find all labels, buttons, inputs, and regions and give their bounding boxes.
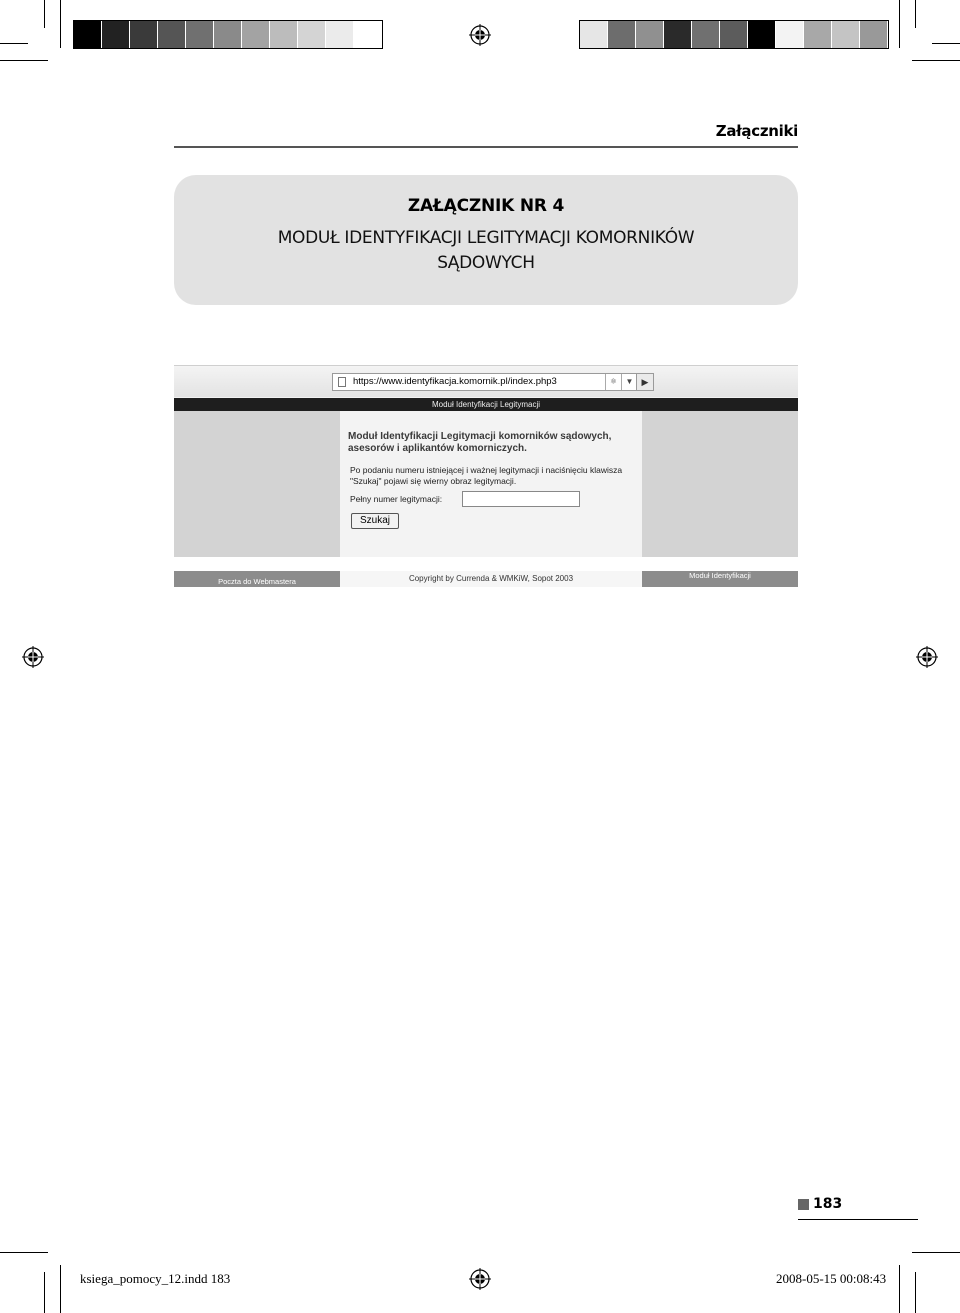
crop-mark bbox=[915, 0, 916, 28]
site-footer bbox=[174, 571, 798, 587]
copyright-text: Copyright by Currenda & WMKiW, Sopot 2003 bbox=[340, 571, 642, 587]
crop-mark bbox=[912, 1252, 960, 1253]
address-bar[interactable] bbox=[332, 373, 654, 391]
id-number-label: Pełny numer legitymacji: bbox=[350, 494, 443, 504]
registration-mark-icon bbox=[469, 24, 491, 46]
title-box bbox=[174, 175, 798, 305]
instruction-line-2: "Szukaj" pojawi się wierny obraz legitymacji. bbox=[350, 476, 517, 486]
content-heading-line-2: asesorów i aplikantów komorniczych. bbox=[348, 443, 527, 454]
left-panel bbox=[174, 411, 340, 557]
site-title-bar: Moduł Identyfikacji Legitymacji bbox=[174, 398, 798, 411]
crop-mark bbox=[44, 0, 45, 28]
content-heading bbox=[348, 431, 638, 455]
slug-timestamp: 2008-05-15 00:08:43 bbox=[776, 1271, 887, 1286]
main-content bbox=[340, 411, 642, 557]
appendix-title bbox=[174, 226, 798, 276]
crop-mark bbox=[899, 1265, 900, 1313]
browser-toolbar bbox=[174, 365, 798, 397]
crop-mark bbox=[0, 1252, 48, 1253]
search-button[interactable]: Szukaj bbox=[351, 513, 399, 529]
module-link[interactable]: Moduł Identyfikacji bbox=[642, 571, 798, 587]
crop-mark bbox=[60, 1265, 61, 1313]
id-number-input[interactable] bbox=[462, 491, 580, 507]
appendix-title-line-1: MODUŁ IDENTYFIKACJI LEGITYMACJI KOMORNIKÓW bbox=[277, 228, 695, 248]
appendix-number: ZAŁĄCZNIK NR 4 bbox=[407, 196, 565, 216]
webmaster-mail-link[interactable]: Poczta do Webmastera bbox=[174, 571, 340, 587]
registration-mark-icon bbox=[469, 1268, 491, 1290]
registration-mark-icon bbox=[22, 646, 44, 668]
header-rule bbox=[174, 146, 798, 148]
content-heading-line-1: Moduł Identyfikacji Legitymacji komorników sądowych, bbox=[348, 431, 612, 442]
address-url: https://www.identyfikacja.komornik.pl/index.php3 bbox=[353, 376, 557, 387]
crop-mark bbox=[44, 1272, 45, 1313]
crop-mark bbox=[0, 60, 48, 61]
page-number: 183 bbox=[813, 1196, 843, 1212]
instruction-line-1: Po podaniu numeru istniejącej i ważnej legitymacji i naciśnięciu klawisza bbox=[350, 465, 623, 475]
crop-mark bbox=[912, 60, 960, 61]
color-bar-left bbox=[73, 20, 383, 49]
go-arrow-icon[interactable]: ▶ bbox=[636, 373, 654, 391]
footer-spacer bbox=[174, 557, 798, 571]
page-icon bbox=[338, 377, 346, 387]
crop-mark bbox=[899, 0, 900, 48]
right-panel bbox=[642, 411, 798, 557]
section-header: Załączniki bbox=[715, 122, 798, 140]
crop-mark bbox=[915, 1272, 916, 1313]
crop-mark bbox=[932, 43, 960, 44]
page-number-rule bbox=[798, 1219, 918, 1220]
color-bar-right bbox=[579, 20, 889, 49]
slug-filename: ksiega_pomocy_12.indd 183 bbox=[80, 1271, 231, 1286]
dropdown-arrow-icon[interactable]: ▼ bbox=[621, 374, 637, 390]
browser-screenshot bbox=[174, 365, 798, 587]
registration-mark-icon bbox=[916, 646, 938, 668]
crop-mark bbox=[60, 0, 61, 48]
page-number-marker bbox=[798, 1199, 809, 1210]
appendix-title-line-2: SĄDOWYCH bbox=[437, 253, 535, 273]
instruction-text bbox=[350, 465, 640, 487]
crop-mark bbox=[0, 43, 28, 44]
security-icon[interactable]: ⚛ bbox=[605, 374, 621, 390]
